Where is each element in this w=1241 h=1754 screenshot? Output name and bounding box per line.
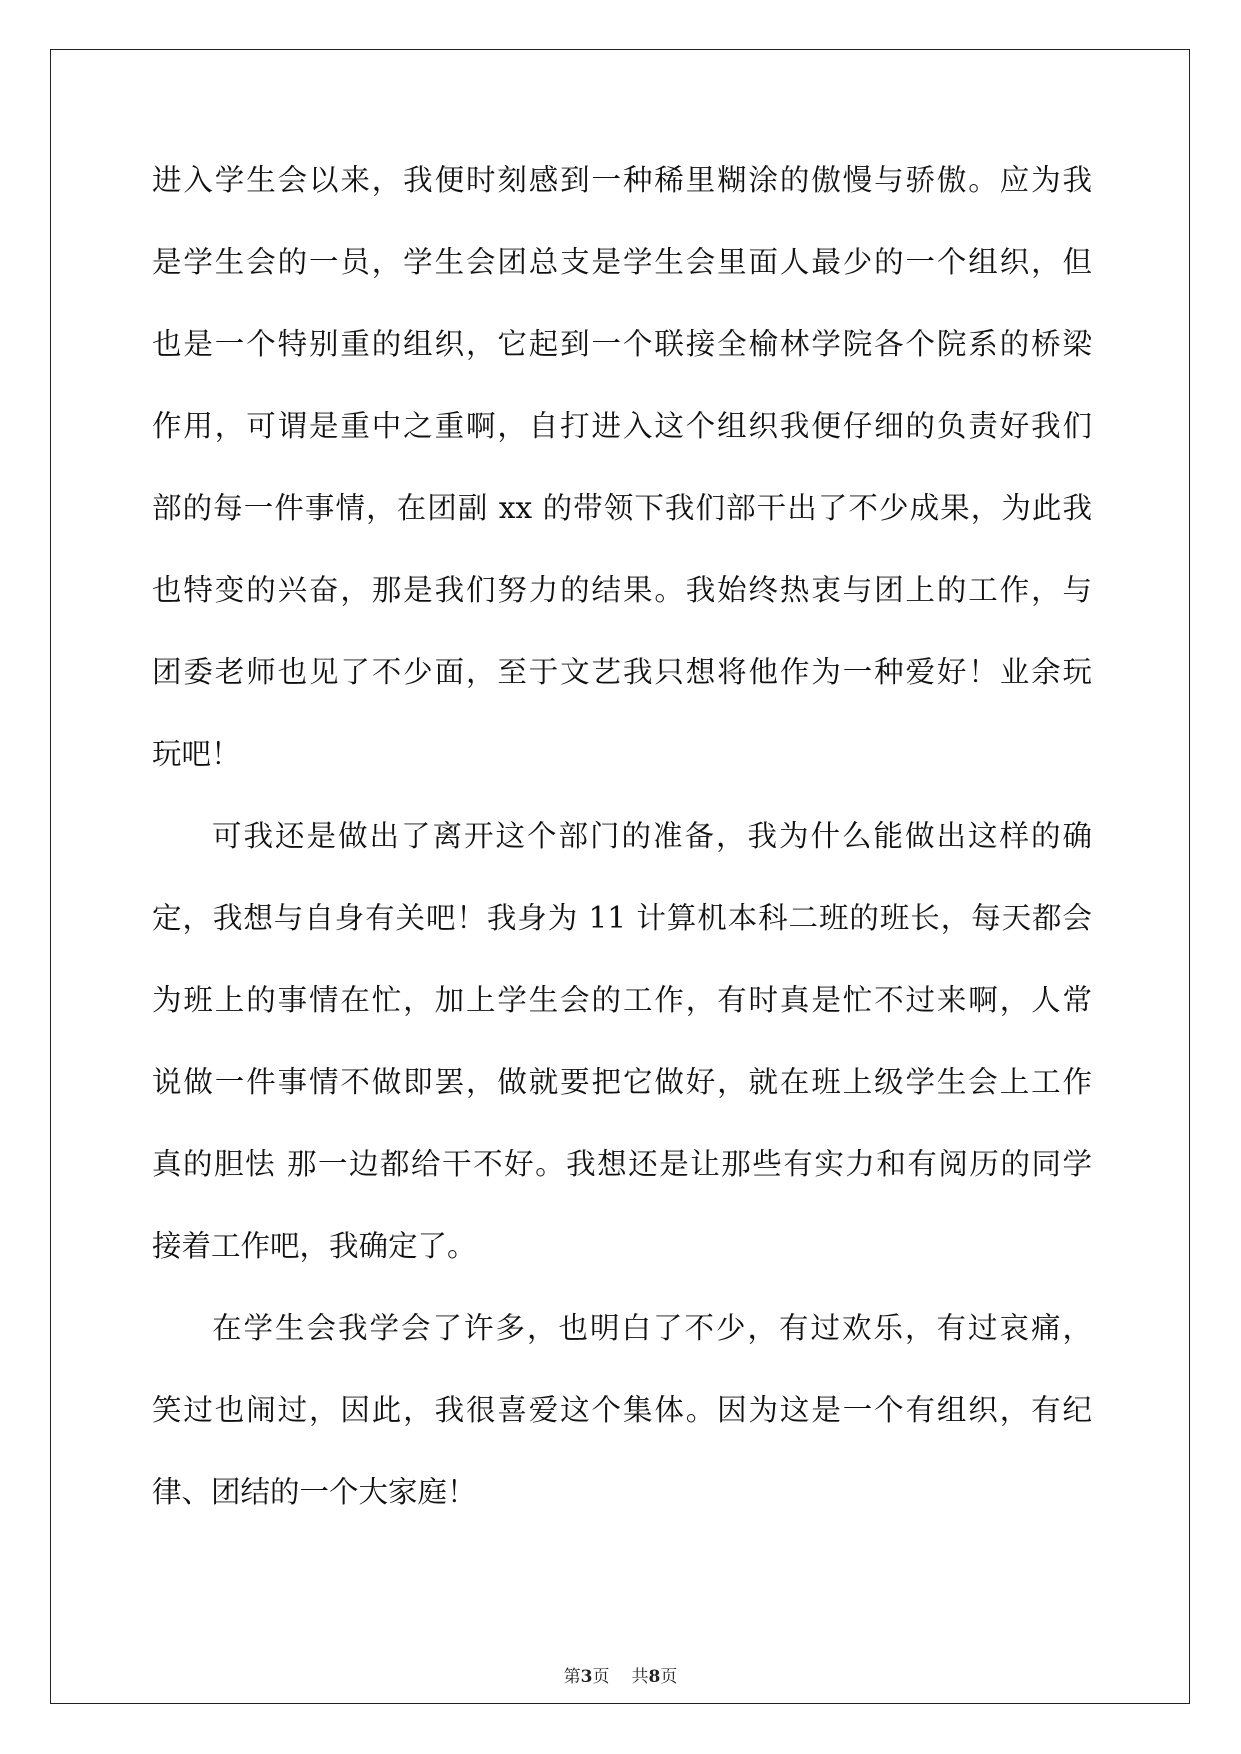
- paragraph-line: 定，我想与自身有关吧！我身为 11 计算机本科二班的班长，每天都会: [152, 901, 1092, 935]
- paragraph-line: 笑过也闹过，因此，我很喜爱这个集体。因为这是一个有组织，有纪: [152, 1393, 1092, 1427]
- paragraph-line: 团委老师也见了不少面，至于文艺我只想将他作为一种爱好！业余玩: [152, 655, 1092, 689]
- page-number-current: 3: [580, 1667, 593, 1687]
- page-number-prefix: 第: [563, 1667, 581, 1687]
- document-body: [152, 158, 1092, 1552]
- page-total-prefix: 共: [631, 1667, 649, 1687]
- page-total-suffix: 页: [660, 1667, 678, 1687]
- paragraph-line: 部的每一件事情，在团副 xx 的带领下我们部干出了不少成果，为此我: [152, 491, 1092, 525]
- paragraph-line: 也是一个特别重的组织，它起到一个联接全榆林学院各个院系的桥梁: [152, 327, 1092, 361]
- paragraph: [152, 814, 1092, 1306]
- paragraph-line: 进入学生会以来，我便时刻感到一种稀里糊涂的傲慢与骄傲。应为我: [152, 163, 1092, 197]
- paragraph-line: 律、团结的一个大家庭！: [152, 1475, 477, 1509]
- paragraph-line: 作用，可谓是重中之重啊，自打进入这个组织我便仔细的负责好我们: [152, 409, 1092, 443]
- paragraph-line: 说做一件事情不做即罢，做就要把它做好，就在班上级学生会上工作: [152, 1065, 1092, 1099]
- paragraph-line: 可我还是做出了离开这个部门的准备，我为什么能做出这样的确: [212, 819, 1092, 853]
- paragraph-line: 为班上的事情在忙，加上学生会的工作，有时真是忙不过来啊，人常: [152, 983, 1092, 1017]
- paragraph: [152, 1306, 1092, 1552]
- paragraph-line: 是学生会的一员，学生会团总支是学生会里面人最少的一个组织，但: [152, 245, 1092, 279]
- page-footer: [0, 1662, 1241, 1687]
- paragraph-line: 接着工作吧，我确定了。: [152, 1229, 477, 1263]
- paragraph-line: 真的胆怯 那一边都给干不好。我想还是让那些有实力和有阅历的同学: [152, 1147, 1092, 1181]
- paragraph-line: 在学生会我学会了许多，也明白了不少，有过欢乐，有过哀痛，: [212, 1311, 1092, 1345]
- paragraph-line: 玩吧！: [152, 737, 241, 771]
- paragraph: [152, 158, 1092, 814]
- page-total: 8: [648, 1667, 661, 1687]
- paragraph-line: 也特变的兴奋，那是我们努力的结果。我始终热衷与团上的工作，与: [152, 573, 1092, 607]
- page-number-suffix: 页: [592, 1667, 610, 1687]
